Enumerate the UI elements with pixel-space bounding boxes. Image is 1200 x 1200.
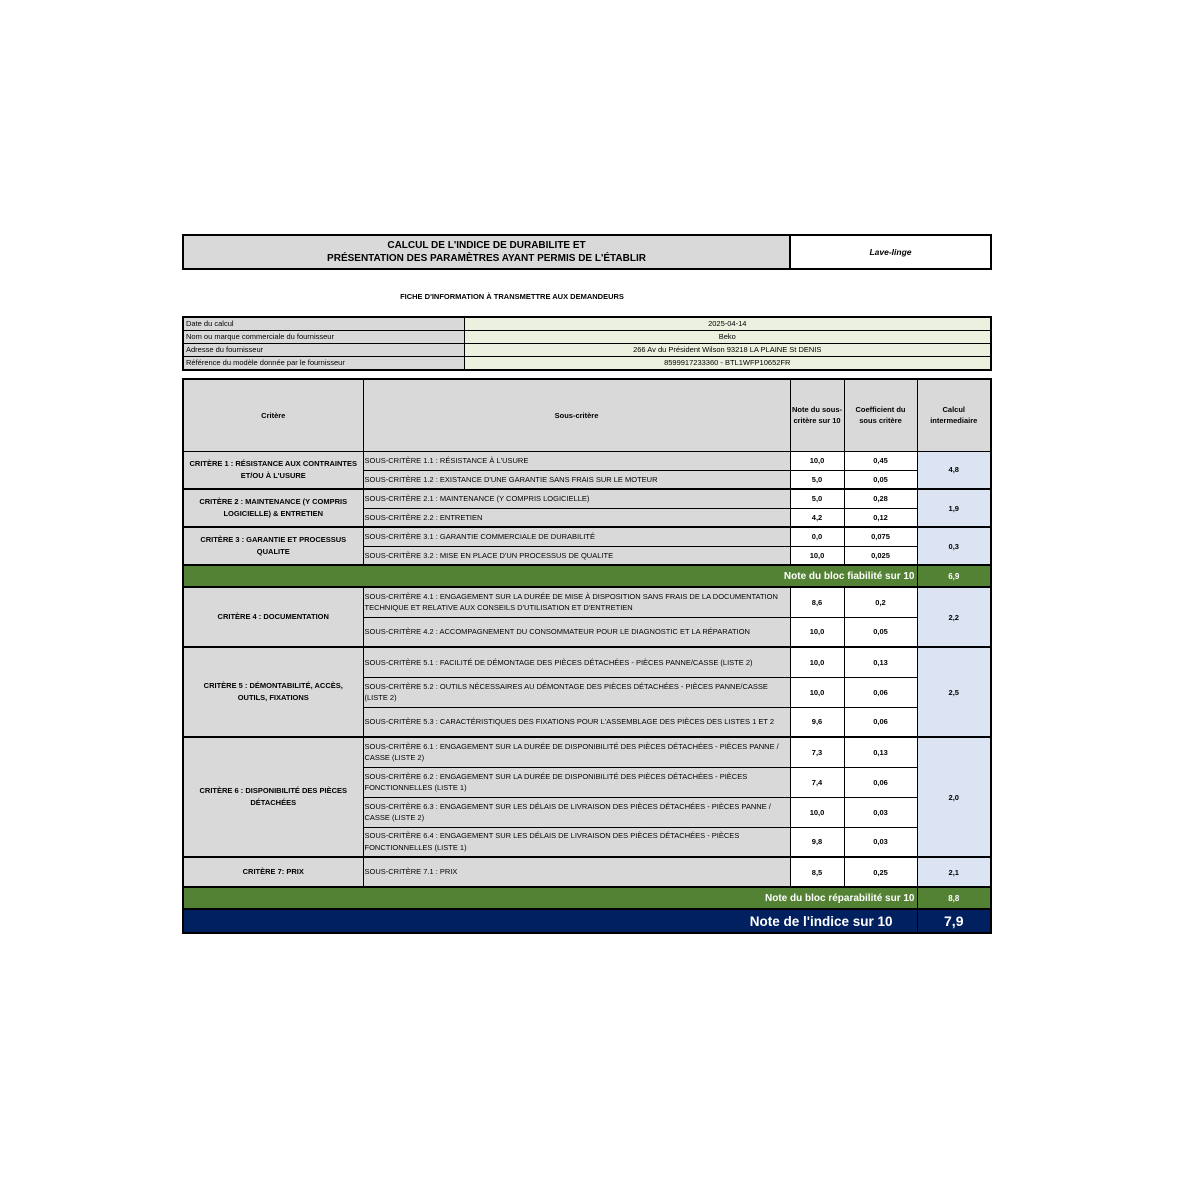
title-line-2: PRÉSENTATION DES PARAMÈTRES AYANT PERMIS DE L'ÉTABLIR <box>327 253 646 264</box>
sub-criterion-coefficient: 0,05 <box>844 470 917 489</box>
criterion-label: CRITÈRE 5 : DÉMONTABILITÉ, ACCÈS, OUTILS, FIXATIONS <box>183 647 363 737</box>
sub-criterion-label: SOUS-CRITÈRE 6.1 : ENGAGEMENT SUR LA DURÉE DE DISPONIBILITÉ DES PIÈCES DÉTACHÉES - PIÈCES PANNE / CASSE (LISTE 2) <box>363 737 790 767</box>
sub-criterion-note: 4,2 <box>790 508 844 527</box>
sub-criterion-note: 5,0 <box>790 489 844 508</box>
criterion-label: CRITÈRE 4 : DOCUMENTATION <box>183 587 363 647</box>
sub-criterion-label: SOUS-CRITÈRE 5.1 : FACILITÉ DE DÉMONTAGE DES PIÈCES DÉTACHÉES - PIÈCES PANNE/CASSE (LISTE 2) <box>363 647 790 677</box>
criteria-row <box>183 857 991 887</box>
col-header-sous-critere: Sous-critère <box>363 379 790 451</box>
criteria-row <box>183 451 991 470</box>
sub-criterion-coefficient: 0,45 <box>844 451 917 470</box>
col-header-note <box>790 379 844 451</box>
bloc-reparabilite-row <box>183 887 991 909</box>
criterion-label: CRITÈRE 7: PRIX <box>183 857 363 887</box>
bloc-fiabilite-row-value: 6,9 <box>917 565 991 587</box>
sub-criterion-note: 9,8 <box>790 827 844 857</box>
sub-criterion-label: SOUS-CRITÈRE 7.1 : PRIX <box>363 857 790 887</box>
sub-criterion-note: 9,6 <box>790 707 844 737</box>
col-header-calcul <box>917 379 991 451</box>
sub-criterion-label: SOUS-CRITÈRE 5.2 : OUTILS NÉCESSAIRES AU DÉMONTAGE DES PIÈCES DÉTACHÉES - PIÈCES PANNE/CASSE (LISTE 2) <box>363 677 790 707</box>
criteria-row <box>183 647 991 677</box>
col-header-note-line2: critère sur 10 <box>793 416 841 426</box>
sub-criterion-label: SOUS-CRITÈRE 6.4 : ENGAGEMENT SUR LES DÉLAIS DE LIVRAISON DES PIÈCES DÉTACHÉES - PIÈCES FONCTIONNELLES (LISTE 1) <box>363 827 790 857</box>
sub-criterion-coefficient: 0,13 <box>844 647 917 677</box>
info-row <box>183 317 991 331</box>
col-header-calc-line1: Calcul <box>942 405 965 415</box>
col-header-coef-line1: Coefficient du <box>855 405 906 415</box>
sub-criterion-coefficient: 0,28 <box>844 489 917 508</box>
bloc-reparabilite-row-label: Note du bloc réparabilité sur 10 <box>183 887 917 909</box>
sub-criterion-note: 8,5 <box>790 857 844 887</box>
info-value: 266 Av du Président Wilson 93218 LA PLAINE St DENIS <box>464 344 991 357</box>
sub-criterion-label: SOUS-CRITÈRE 3.2 : MISE EN PLACE D'UN PROCESSUS DE QUALITE <box>363 546 790 565</box>
sub-criterion-label: SOUS-CRITÈRE 4.1 : ENGAGEMENT SUR LA DURÉE DE MISE À DISPOSITION SANS FRAIS DE LA DOCUMENTATION TECHNIQUE ET RELATIVE AUX CONSEILS D'UTILISATION ET D'ENTRETIEN <box>363 587 790 617</box>
sub-criterion-coefficient: 0,075 <box>844 527 917 546</box>
col-header-coef-line2: sous critère <box>859 416 902 426</box>
criterion-intermediate: 2,2 <box>917 587 991 647</box>
title-line-1: CALCUL DE L'INDICE DE DURABILITE ET <box>387 240 586 251</box>
sub-criterion-coefficient: 0,13 <box>844 737 917 767</box>
sub-criterion-coefficient: 0,03 <box>844 797 917 827</box>
info-label: Adresse du fournisseur <box>183 344 464 357</box>
indice-row <box>183 909 991 933</box>
sub-criterion-label: SOUS-CRITÈRE 6.3 : ENGAGEMENT SUR LES DÉLAIS DE LIVRAISON DES PIÈCES DÉTACHÉES - PIÈCES PANNE / CASSE (LISTE 2) <box>363 797 790 827</box>
criterion-intermediate: 1,9 <box>917 489 991 527</box>
sub-criterion-coefficient: 0,25 <box>844 857 917 887</box>
document-title <box>183 235 790 269</box>
sub-criterion-coefficient: 0,03 <box>844 827 917 857</box>
sub-criterion-note: 7,3 <box>790 737 844 767</box>
bloc-fiabilite-row <box>183 565 991 587</box>
sub-criterion-note: 5,0 <box>790 470 844 489</box>
sub-criterion-label: SOUS-CRITÈRE 2.1 : MAINTENANCE (Y COMPRIS LOGICIELLE) <box>363 489 790 508</box>
column-header-row <box>183 379 991 451</box>
sub-criterion-note: 10,0 <box>790 647 844 677</box>
indice-label: Note de l'indice sur 10 <box>183 909 917 933</box>
sub-criterion-coefficient: 0,12 <box>844 508 917 527</box>
criterion-intermediate: 2,1 <box>917 857 991 887</box>
criteria-row <box>183 587 991 617</box>
info-value: 2025-04-14 <box>464 317 991 331</box>
sub-criterion-coefficient: 0,2 <box>844 587 917 617</box>
criterion-intermediate: 2,0 <box>917 737 991 857</box>
info-label: Référence du modèle donnée par le fournisseur <box>183 357 464 371</box>
col-header-coefficient <box>844 379 917 451</box>
info-row <box>183 357 991 371</box>
sub-criterion-coefficient: 0,06 <box>844 677 917 707</box>
info-value: 8599917233360 - BTL1WFP10652FR <box>464 357 991 371</box>
bloc-fiabilite-row-label: Note du bloc fiabilité sur 10 <box>183 565 917 587</box>
sub-criterion-note: 10,0 <box>790 677 844 707</box>
sub-criterion-label: SOUS-CRITÈRE 6.2 : ENGAGEMENT SUR LA DURÉE DE DISPONIBILITÉ DES PIÈCES DÉTACHÉES - PIÈCES FONCTIONNELLES (LISTE 1) <box>363 767 790 797</box>
sub-criterion-note: 0,0 <box>790 527 844 546</box>
sub-criterion-coefficient: 0,06 <box>844 767 917 797</box>
info-label: Nom ou marque commerciale du fournisseur <box>183 331 464 344</box>
criterion-intermediate: 4,8 <box>917 451 991 489</box>
criteria-row <box>183 737 991 767</box>
indice-value: 7,9 <box>917 909 991 933</box>
criterion-intermediate: 0,3 <box>917 527 991 565</box>
info-label: Date du calcul <box>183 317 464 331</box>
sub-criterion-note: 8,6 <box>790 587 844 617</box>
durability-sheet <box>182 234 990 929</box>
criteria-table <box>182 378 992 934</box>
supplier-info-table <box>182 316 992 371</box>
col-header-calc-line2: intermediaire <box>930 416 978 426</box>
sub-criterion-note: 10,0 <box>790 797 844 827</box>
sub-criterion-note: 10,0 <box>790 451 844 470</box>
sub-criterion-coefficient: 0,05 <box>844 617 917 647</box>
product-type: Lave-linge <box>790 235 991 269</box>
col-header-note-line1: Note du sous- <box>792 405 842 415</box>
sub-criterion-coefficient: 0,025 <box>844 546 917 565</box>
sub-criterion-label: SOUS-CRITÈRE 1.1 : RÉSISTANCE À L'USURE <box>363 451 790 470</box>
criterion-label: CRITÈRE 1 : RÉSISTANCE AUX CONTRAINTES ET/OU À L'USURE <box>183 451 363 489</box>
sub-criterion-note: 10,0 <box>790 617 844 647</box>
sub-criterion-label: SOUS-CRITÈRE 5.3 : CARACTÉRISTIQUES DES FIXATIONS POUR L'ASSEMBLAGE DES PIÈCES DES LISTES 1 ET 2 <box>363 707 790 737</box>
header-table <box>182 234 992 270</box>
col-header-critere: Critère <box>183 379 363 451</box>
info-row <box>183 331 991 344</box>
criteria-row <box>183 527 991 546</box>
bloc-reparabilite-row-value: 8,8 <box>917 887 991 909</box>
criteria-row <box>183 489 991 508</box>
info-row <box>183 344 991 357</box>
info-value: Beko <box>464 331 991 344</box>
sub-criterion-label: SOUS-CRITÈRE 3.1 : GARANTIE COMMERCIALE DE DURABILITÉ <box>363 527 790 546</box>
sub-criterion-note: 10,0 <box>790 546 844 565</box>
sub-criterion-label: SOUS-CRITÈRE 2.2 : ENTRETIEN <box>363 508 790 527</box>
criterion-label: CRITÈRE 3 : GARANTIE ET PROCESSUS QUALITE <box>183 527 363 565</box>
sub-criterion-label: SOUS-CRITÈRE 4.2 : ACCOMPAGNEMENT DU CONSOMMATEUR POUR LE DIAGNOSTIC ET LA RÉPARATION <box>363 617 790 647</box>
criterion-label: CRITÈRE 2 : MAINTENANCE (Y COMPRIS LOGICIELLE) & ENTRETIEN <box>183 489 363 527</box>
criterion-label: CRITÈRE 6 : DISPONIBILITÉ DES PIÈCES DÉTACHÉES <box>183 737 363 857</box>
sub-criterion-label: SOUS-CRITÈRE 1.2 : EXISTANCE D'UNE GARANTIE SANS FRAIS SUR LE MOTEUR <box>363 470 790 489</box>
criterion-intermediate: 2,5 <box>917 647 991 737</box>
subtitle: FICHE D'INFORMATION À TRANSMETTRE AUX DEMANDEURS <box>400 292 624 301</box>
sub-criterion-note: 7,4 <box>790 767 844 797</box>
sub-criterion-coefficient: 0,06 <box>844 707 917 737</box>
